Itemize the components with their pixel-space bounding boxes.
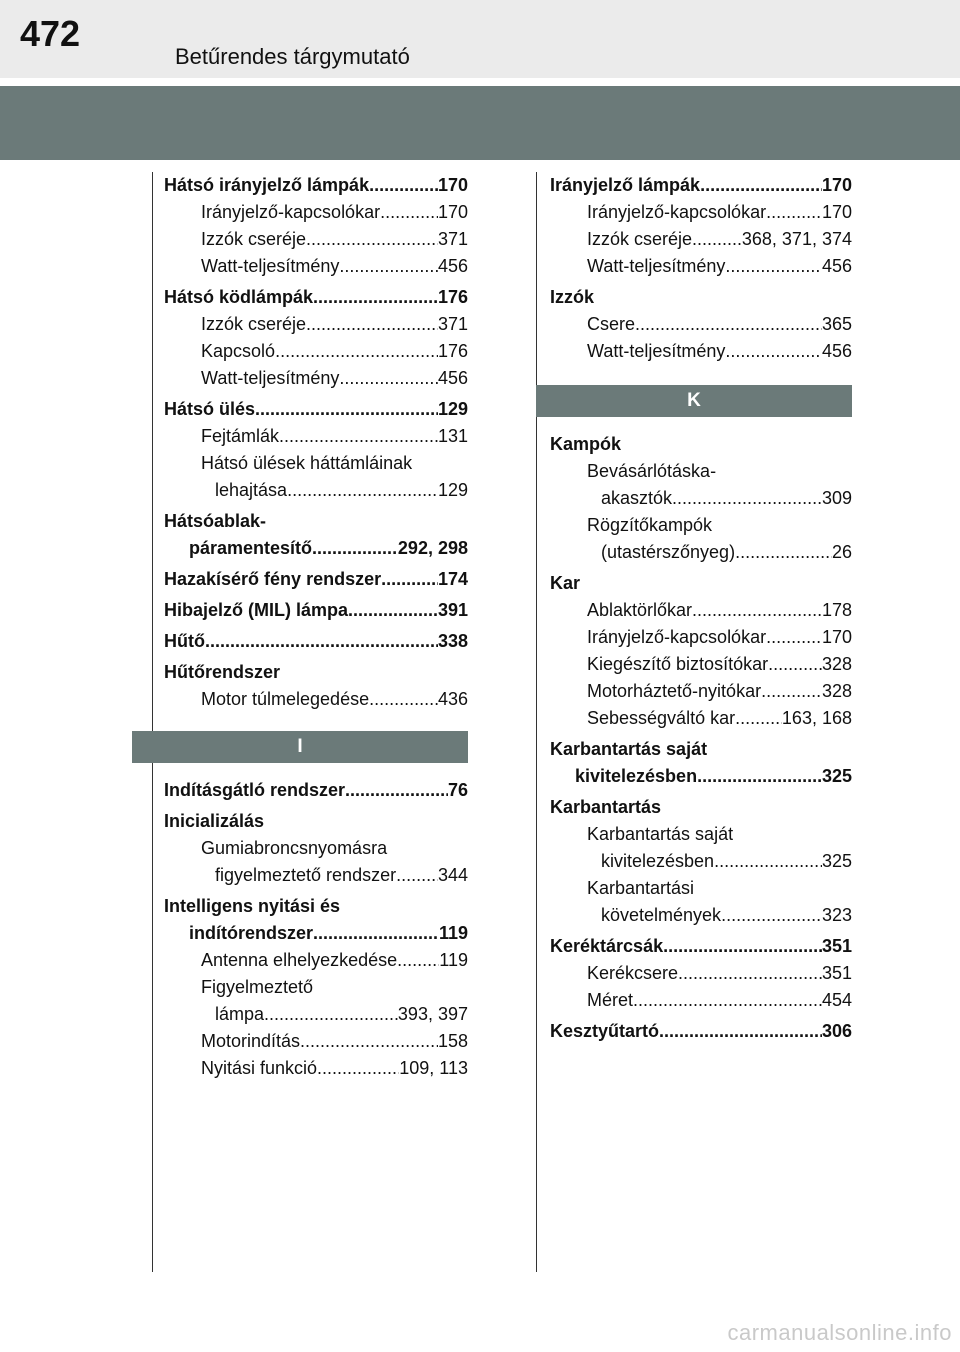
index-subentry: akasztók ..... 309 <box>550 485 852 512</box>
index-subentry: figyelmeztető rendszer ..... 344 <box>164 862 468 889</box>
footer-watermark: carmanualsonline.info <box>727 1320 952 1345</box>
index-subentry: Méret ..... 454 <box>550 987 852 1014</box>
index-subentry: Motorindítás ..... 158 <box>164 1028 468 1055</box>
page-number: 472 <box>20 13 81 54</box>
index-entry: Kesztyűtartó ..... 306 <box>550 1018 852 1045</box>
index-subentry: Sebességváltó kar ..... 163, 168 <box>550 705 852 732</box>
index-subentry: Kapcsoló ..... 176 <box>164 338 468 365</box>
index-subentry: Csere ..... 365 <box>550 311 852 338</box>
header-strip <box>0 0 960 78</box>
index-subentry: Izzók cseréje ..... 371 <box>164 226 468 253</box>
index-entry: Kar <box>550 573 581 593</box>
index-entry: Hátsóablak- <box>164 511 267 531</box>
index-entry: Karbantartás saját <box>550 739 708 759</box>
index-entry: Karbantartás <box>550 797 662 817</box>
index-entry: Kampók <box>550 434 622 454</box>
index-entry: Hűtőrendszer <box>164 662 281 682</box>
index-entry: Hibajelző (MIL) lámpa ..... 391 <box>164 597 468 624</box>
index-subentry: Kiegészítő biztosítókar ..... 328 <box>550 651 852 678</box>
index-subentry: Rögzítőkampók <box>587 515 713 535</box>
index-entry: Irányjelző lámpák ..... 170 <box>550 172 852 199</box>
index-entry-continuation: kivitelezésben ..... 325 <box>550 763 852 790</box>
index-subentry: kivitelezésben ..... 325 <box>550 848 852 875</box>
index-entry: Keréktárcsák ..... 351 <box>550 933 852 960</box>
index-subentry: követelmények ..... 323 <box>550 902 852 929</box>
index-subentry: Ablaktörlőkar ..... 178 <box>550 597 852 624</box>
section-letter-i: I <box>132 731 468 763</box>
header-band <box>0 86 960 160</box>
page-title: Betűrendes tárgymutató <box>175 44 410 69</box>
index-entry: Hátsó irányjelző lámpák ..... 170 <box>164 172 468 199</box>
index-subentry: Watt-teljesítmény ..... 456 <box>550 253 852 280</box>
index-column-left <box>152 172 468 1082</box>
index-subentry: Kerékcsere ..... 351 <box>550 960 852 987</box>
index-entry: Hűtő ..... 338 <box>164 628 468 655</box>
index-subentry: Irányjelző-kapcsolókar ..... 170 <box>164 199 468 226</box>
index-subentry: (utastérszőnyeg) ..... 26 <box>550 539 852 566</box>
index-subentry: Antenna elhelyezkedése ..... 119 <box>164 947 468 974</box>
index-subentry: Izzók cseréje ..... 368, 371, 374 <box>550 226 852 253</box>
index-subentry: Irányjelző-kapcsolókar ..... 170 <box>550 199 852 226</box>
index-subentry: lehajtása ..... 129 <box>164 477 468 504</box>
index-subentry: Nyitási funkció ..... 109, 113 <box>164 1055 468 1082</box>
index-subentry: Watt-teljesítmény ..... 456 <box>550 338 852 365</box>
index-entry: Indításgátló rendszer ..... 76 <box>164 777 468 804</box>
index-subentry: lámpa ..... 393, 397 <box>164 1001 468 1028</box>
index-subentry: Fejtámlák ..... 131 <box>164 423 468 450</box>
index-subentry: Hátsó ülések háttámláinak <box>201 453 413 473</box>
index-subentry: Karbantartási <box>587 878 695 898</box>
index-subentry: Karbantartás saját <box>587 824 734 844</box>
index-subentry: Bevásárlótáska- <box>587 461 717 481</box>
index-entry: Izzók <box>550 287 595 307</box>
index-subentry: Watt-teljesítmény ..... 456 <box>164 253 468 280</box>
index-subentry: Figyelmeztető <box>201 977 314 997</box>
index-subentry: Irányjelző-kapcsolókar ..... 170 <box>550 624 852 651</box>
index-subentry: Motorháztető-nyitókar ..... 328 <box>550 678 852 705</box>
index-entry: Hátsó ködlámpák ..... 176 <box>164 284 468 311</box>
index-entry: Intelligens nyitási és <box>164 896 341 916</box>
index-subentry: Watt-teljesítmény ..... 456 <box>164 365 468 392</box>
index-entry: Hátsó ülés ..... 129 <box>164 396 468 423</box>
index-entry-continuation: páramentesítő ..... 292, 298 <box>164 535 468 562</box>
index-entry: Inicializálás <box>164 811 265 831</box>
index-subentry: Izzók cseréje ..... 371 <box>164 311 468 338</box>
index-entry: Hazakísérő fény rendszer ..... 174 <box>164 566 468 593</box>
index-entry-continuation: indítórendszer ..... 119 <box>164 920 468 947</box>
index-subentry: Motor túlmelegedése ..... 436 <box>164 686 468 713</box>
index-column-right <box>536 172 852 1045</box>
section-letter-k: K <box>536 385 852 417</box>
index-subentry: Gumiabroncsnyomásra <box>201 838 388 858</box>
